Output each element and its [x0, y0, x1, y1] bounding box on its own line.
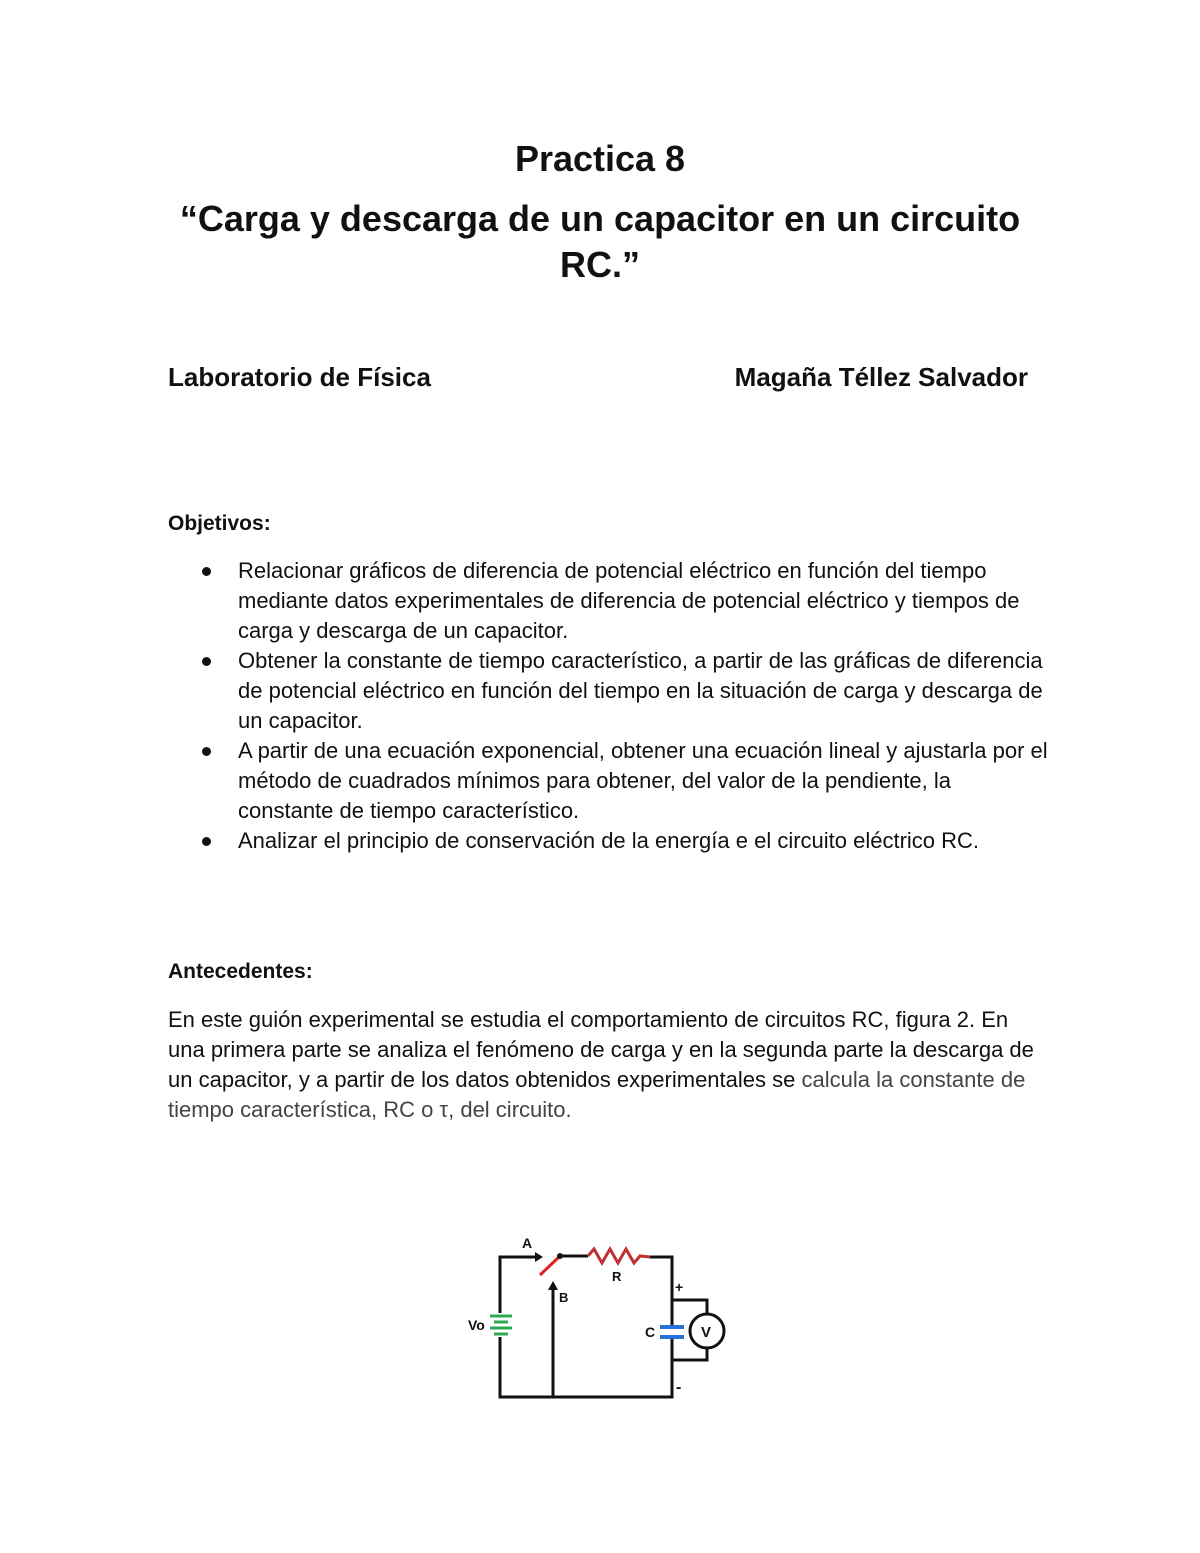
- label-b: B: [559, 1290, 569, 1305]
- paragraph-tail: calcula la constante de tiempo característica, RC o τ, del circuito.: [168, 1067, 1026, 1122]
- list-item: [198, 556, 1048, 646]
- label-plus: +: [675, 1279, 684, 1295]
- paragraph-main: En este guión experimental se estudia el comportamiento de circuitos RC, figura 2. En una primera parte se analiza el fenómeno de carga y en la segunda parte la descarga de un capacitor, y a partir de los datos obtenidos experimentales se: [168, 1007, 1034, 1092]
- bullet-icon: [202, 747, 211, 756]
- lab-name: Laboratorio de Física: [168, 362, 431, 392]
- resistor-icon: [588, 1249, 650, 1263]
- label-v: V: [701, 1324, 712, 1341]
- contact-a-arrow-icon: [535, 1252, 543, 1262]
- bullet-icon: [202, 567, 211, 576]
- page-subtitle: “Carga y descarga de un capacitor en un circuito RC.”: [179, 198, 1021, 285]
- bullet-icon: [202, 657, 211, 666]
- label-r: R: [612, 1269, 622, 1284]
- antecedentes-paragraph: [168, 1005, 1048, 1125]
- label-minus: -: [676, 1379, 682, 1396]
- label-vo: Vo: [468, 1317, 485, 1333]
- page-title: Practica 8: [514, 138, 686, 179]
- objective-text: Obtener la constante de tiempo característico, a partir de las gráficas de diferencia de potencial eléctrico en función del tiempo en la situación de carga y descarga de un capacitor.: [238, 648, 1043, 733]
- list-item: [198, 736, 1048, 826]
- rc-circuit-diagram: [460, 1220, 760, 1410]
- author-name: Magaña Téllez Salvador: [734, 362, 1028, 392]
- objectives-heading: Objetivos:: [168, 512, 271, 535]
- objective-text: Analizar el principio de conservación de la energía e el circuito eléctrico RC.: [238, 828, 980, 853]
- list-item: [198, 826, 1048, 856]
- list-item: [198, 646, 1048, 736]
- contact-b-arrow-icon: [548, 1281, 558, 1290]
- voltmeter-wire: [672, 1300, 707, 1314]
- label-c: C: [645, 1324, 656, 1340]
- voltmeter-wire: [672, 1348, 707, 1360]
- switch-lever: [540, 1256, 560, 1275]
- label-a: A: [522, 1235, 533, 1251]
- antecedentes-heading: Antecedentes:: [168, 960, 313, 983]
- objectives-list: [198, 556, 1048, 856]
- objective-text: Relacionar gráficos de diferencia de potencial eléctrico en función del tiempo mediante datos experimentales de diferencia de potencial eléctrico y tiempos de carga y descarga de un capacitor.: [238, 558, 1020, 643]
- bullet-icon: [202, 837, 211, 846]
- objective-text: A partir de una ecuación exponencial, obtener una ecuación lineal y ajustarla por el método de cuadrados mínimos para obtener, del valor de la pendiente, la constante de tiempo característico.: [238, 738, 1048, 823]
